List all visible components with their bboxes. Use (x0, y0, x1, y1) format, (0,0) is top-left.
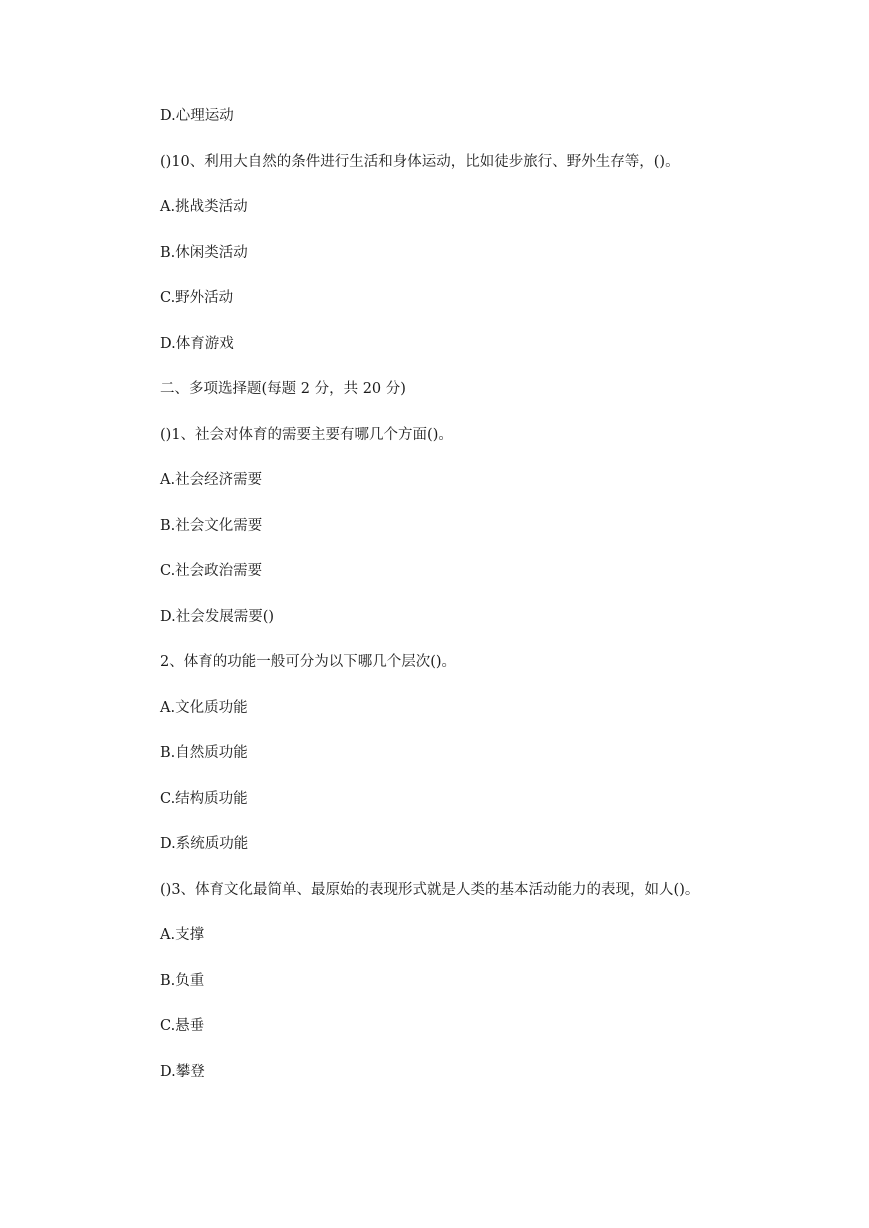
option-a-q3: A.支撑 (160, 927, 205, 943)
option-c-q1: C.社会政治需要 (160, 563, 263, 579)
question-10: ()10、利用大自然的条件进行生活和身体运动，比如徒步旅行、野外生存等，()。 (160, 153, 680, 170)
option-a-q10: A.挑战类活动 (160, 199, 248, 215)
question-1: ()1、社会对体育的需要主要有哪几个方面()。 (160, 426, 453, 443)
option-c-q10: C.野外活动 (160, 290, 234, 306)
option-d-q3: D.攀登 (160, 1063, 205, 1080)
document-body (160, 104, 829, 1105)
option-c-q2: C.结构质功能 (160, 790, 248, 807)
option-c-q3: C.悬垂 (160, 1018, 205, 1034)
section-heading-multiple-choice: 二、多项选择题(每题 2 分，共 20 分) (160, 381, 406, 397)
question-2: 2、体育的功能一般可分为以下哪几个层次()。 (160, 654, 457, 670)
option-d-q10: D.体育游戏 (160, 335, 234, 352)
option-b-q1: B.社会文化需要 (160, 517, 263, 534)
option-d-q9: D.心理运动 (160, 108, 234, 124)
question-3: ()3、体育文化最简单、最原始的表现形式就是人类的基本活动能力的表现，如人()。 (160, 881, 700, 898)
option-b-q3: B.负重 (160, 972, 205, 989)
option-a-q1: A.社会经济需要 (160, 472, 263, 488)
option-b-q2: B.自然质功能 (160, 745, 248, 761)
option-d-q2: D.系统质功能 (160, 836, 249, 852)
option-b-q10: B.休闲类活动 (160, 244, 248, 261)
option-a-q2: A.文化质功能 (160, 699, 248, 716)
option-d-q1: D.社会发展需要() (160, 608, 275, 625)
